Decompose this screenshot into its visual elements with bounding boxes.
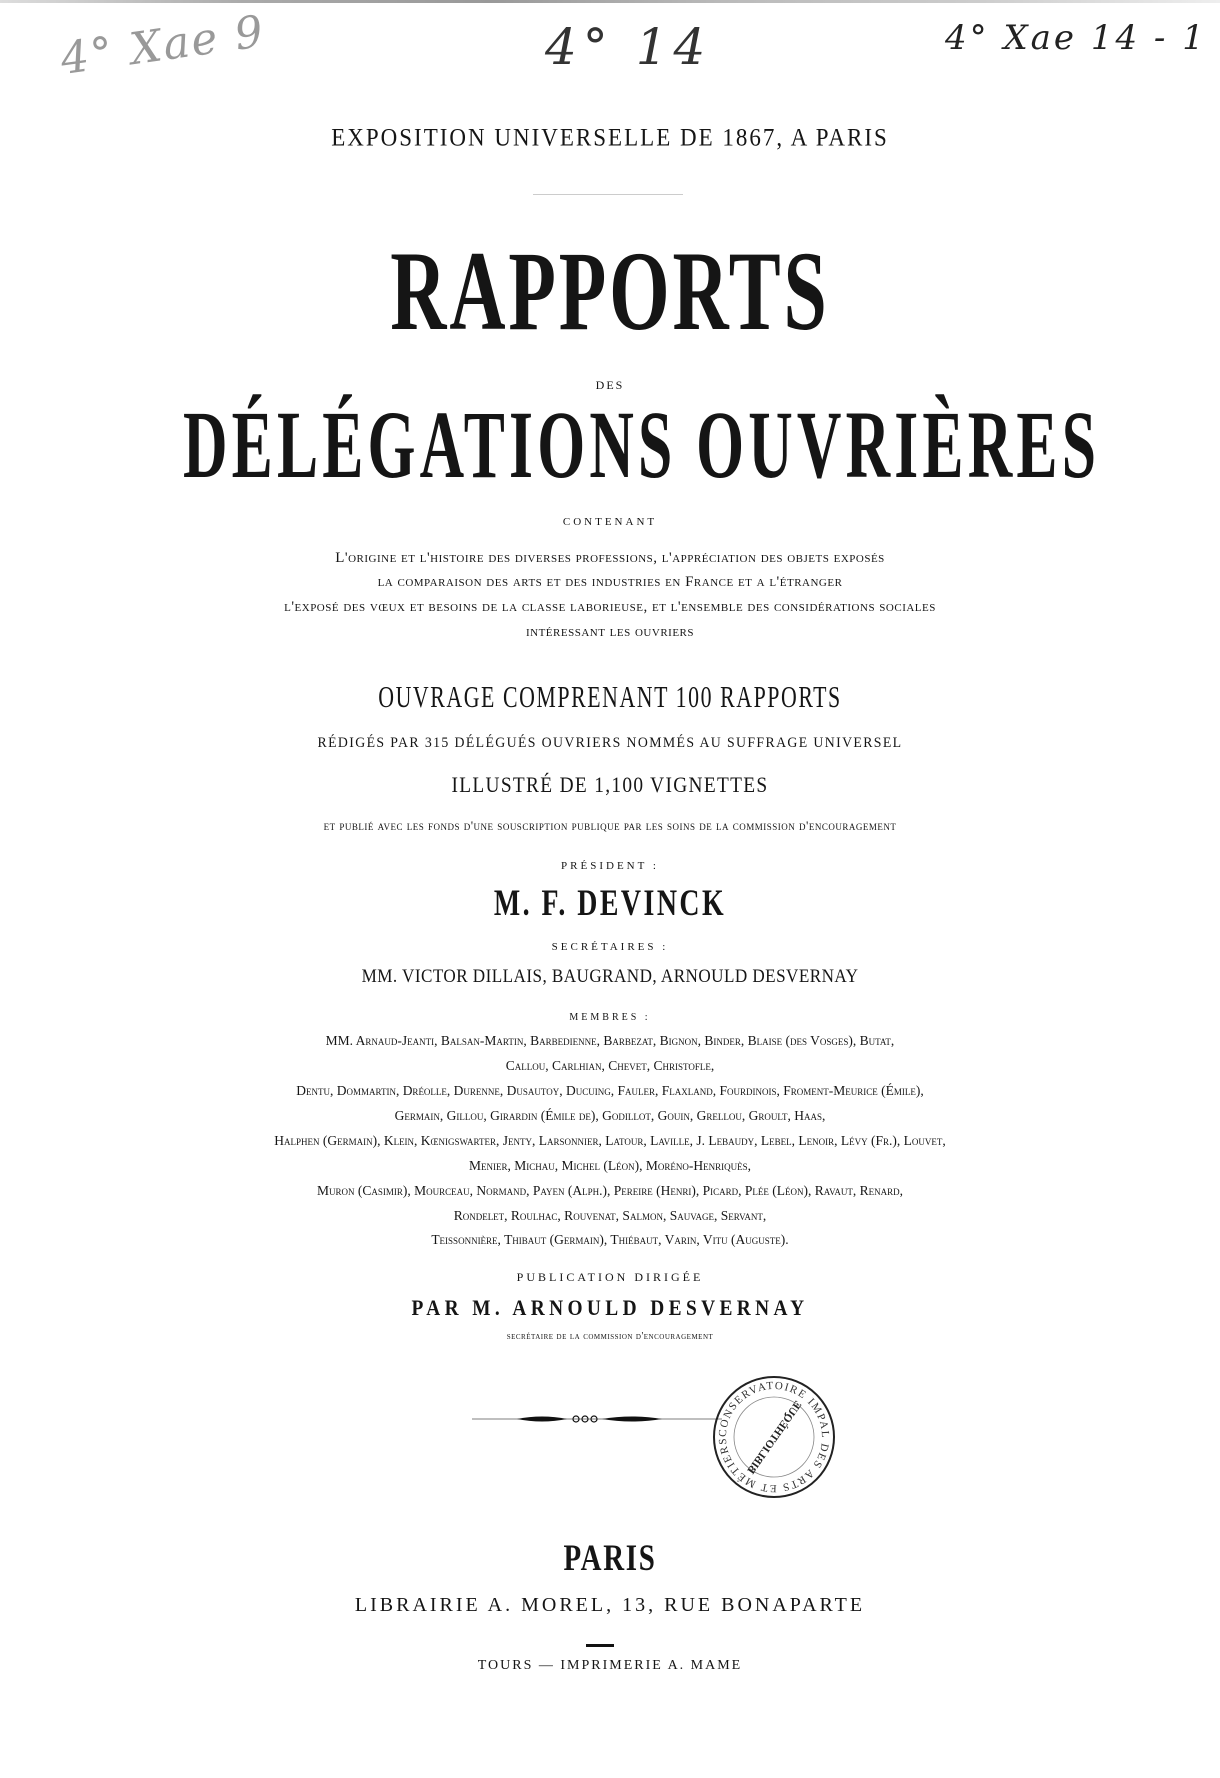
membres-line: Menier, Michau, Michel (Léon), Moréno-Henriquès, xyxy=(469,1158,751,1173)
president-label: PRÉSIDENT : xyxy=(561,860,659,872)
membres-line: Germain, Gillou, Girardin (Émile de), Godillot, Gouin, Grellou, Groult, Haas, xyxy=(394,1108,826,1123)
membres-line: Rondelet, Roulhac, Rouvenat, Salmon, Sauvage, Servant, xyxy=(453,1208,767,1223)
president-name: M. F. DEVINCK xyxy=(493,883,727,924)
membres-line: Halphen (Germain), Klein, Kœnigswarter, Jenty, Larsonnier, Latour, Laville, J. Lebaudy, Lebel, Lenoir, Lévy (Fr.), Louvet, xyxy=(274,1133,946,1148)
membres-label: MEMBRES : xyxy=(569,1012,651,1023)
description-line: L'origine et l'histoire des diverses professions, l'appréciation des objets exposés xyxy=(335,550,885,566)
publisher-imprint: LIBRAIRIE A. MOREL, 13, RUE BONAPARTE xyxy=(354,1594,866,1616)
handwritten-shelfmark-left: 4° Xae 9 xyxy=(57,5,269,86)
membres-line: Muron (Casimir), Mourceau, Normand, Payen (Alph.), Pereire (Henri), Picard, Plée (Léon), Ravaut, Renard, xyxy=(316,1183,904,1198)
publication-director: PAR M. ARNOULD DESVERNAY xyxy=(411,1295,809,1320)
description-line: la comparaison des arts et des industries en France et a l'étranger xyxy=(377,574,843,590)
membres-line: MM. Arnaud-Jeanti, Balsan-Martin, Barbedienne, Barbezat, Bignon, Binder, Blaise (des Vosges), Butat, xyxy=(325,1033,895,1048)
secretaires-label: SECRÉTAIRES : xyxy=(551,941,669,953)
title-des: DES xyxy=(595,378,625,392)
contenant-label: CONTENANT xyxy=(562,516,658,528)
exposition-heading: EXPOSITION UNIVERSELLE DE 1867, A PARIS xyxy=(331,123,889,152)
printer-imprint: TOURS — IMPRIMERIE A. MAME xyxy=(477,1658,743,1673)
faint-divider xyxy=(533,194,683,195)
title-main: RAPPORTS xyxy=(390,229,830,354)
illustre-heading: ILLUSTRÉ DE 1,100 VIGNETTES xyxy=(451,772,769,797)
description-line: l'exposé des vœux et besoins de la classe laborieuse, et l'ensemble des considérations sociales xyxy=(284,599,936,615)
ornamental-rule-icon xyxy=(472,1412,722,1426)
svg-text:CONSERVATOIRE IMPAL DES ARTS E: CONSERVATOIRE IMPAL DES ARTS ET MÉTIERS xyxy=(716,1379,832,1495)
membres-line: Callou, Carlhian, Chevet, Christofle, xyxy=(505,1058,715,1073)
title-sub: DÉLÉGATIONS OUVRIÈRES xyxy=(183,392,1101,499)
description-line: intéressant les ouvriers xyxy=(525,624,694,640)
handwritten-shelfmark-right: 4° Xae 14 - 1 xyxy=(945,18,1207,58)
publication-label: PUBLICATION DIRIGÉE xyxy=(516,1270,704,1284)
library-stamp-icon xyxy=(711,1374,837,1500)
imprint-divider xyxy=(586,1644,614,1647)
membres-line: Dentu, Dommartin, Dréolle, Durenne, Dusautoy, Ducuing, Fauler, Flaxland, Fourdinois, Froment-Meurice (Émile), xyxy=(296,1083,924,1098)
membres-line: Teissonnière, Thibaut (Germain), Thiébaut, Varin, Vitu (Auguste). xyxy=(431,1232,789,1247)
rediges-line: RÉDIGÉS PAR 315 DÉLÉGUÉS OUVRIERS NOMMÉS AU SUFFRAGE UNIVERSEL xyxy=(317,735,903,751)
handwritten-shelfmark-middle: 4° 14 xyxy=(545,18,712,76)
svg-text:BIBLIOTHÈQUE: BIBLIOTHÈQUE xyxy=(744,1398,804,1476)
ouvrage-heading: OUVRAGE COMPRENANT 100 RAPPORTS xyxy=(378,680,842,715)
publie-line: et publié avec les fonds d'une souscription publique par les soins de la commission d'encouragement xyxy=(323,818,897,833)
scan-top-edge xyxy=(0,0,1220,3)
city-imprint: PARIS xyxy=(563,1538,657,1579)
publication-director-title: secrétaire de la commission d'encouragement xyxy=(506,1331,714,1342)
secretaires-names: MM. VICTOR DILLAIS, BAUGRAND, ARNOULD DESVERNAY xyxy=(361,966,859,987)
